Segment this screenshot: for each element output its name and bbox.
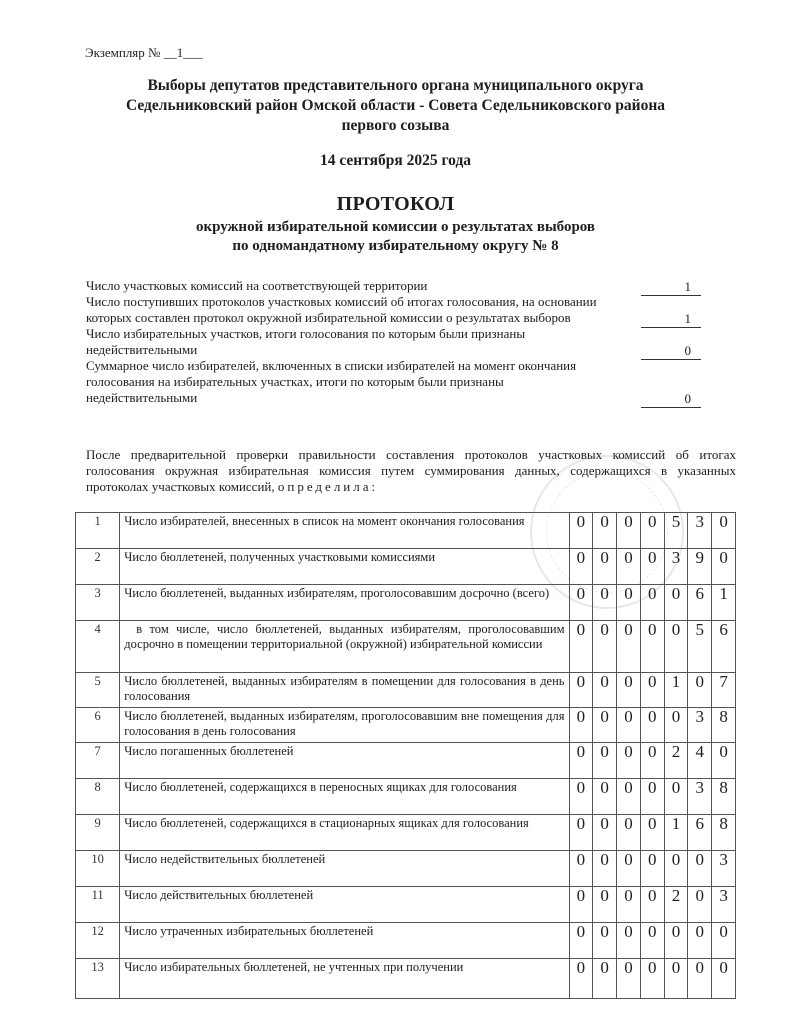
digit-cell: 0 [617, 673, 641, 708]
table-row [76, 779, 736, 815]
digit-cell: 0 [593, 549, 617, 585]
digit-cell: 0 [569, 549, 593, 585]
digit-cell: 0 [640, 708, 664, 743]
digit-cell: 0 [593, 585, 617, 621]
row-number: 3 [76, 585, 120, 621]
election-title-line1: Выборы депутатов представительного органа муниципального округа [147, 77, 644, 94]
digit-cell: 5 [664, 513, 688, 549]
digit-cell: 0 [593, 851, 617, 887]
row-number: 8 [76, 779, 120, 815]
protocol-subtitle-line1: окружной избирательной комиссии о результатах выборов [195, 219, 596, 235]
digit-cell: 0 [569, 621, 593, 673]
row-number: 10 [76, 851, 120, 887]
digit-cell: 0 [640, 923, 664, 959]
digit-cell: 0 [593, 815, 617, 851]
stat-value: 0 [641, 343, 701, 360]
digit-cell: 0 [640, 815, 664, 851]
digit-cell: 4 [688, 743, 712, 779]
digit-cell: 0 [617, 708, 641, 743]
digit-cell: 0 [617, 887, 641, 923]
digit-cell: 0 [593, 621, 617, 673]
row-number: 1 [76, 513, 120, 549]
digit-cell: 0 [664, 959, 688, 999]
row-number: 11 [76, 887, 120, 923]
digit-cell: 0 [664, 621, 688, 673]
election-date: 14 сентября 2025 года [319, 152, 472, 169]
digit-cell: 6 [688, 815, 712, 851]
row-label: Число избирательных бюллетеней, не учтенных при получении [120, 959, 569, 999]
row-label: Число бюллетеней, выданных избирателям в помещении для голосования в день голосования [120, 673, 569, 708]
digit-cell: 0 [617, 585, 641, 621]
digit-cell: 0 [593, 779, 617, 815]
digit-cell: 0 [593, 673, 617, 708]
table-row [76, 743, 736, 779]
digit-cell: 0 [640, 585, 664, 621]
digit-cell: 3 [688, 708, 712, 743]
digit-cell: 0 [593, 887, 617, 923]
digit-cell: 0 [593, 513, 617, 549]
election-title [0, 76, 791, 136]
digit-cell: 0 [569, 851, 593, 887]
digit-cell: 0 [640, 779, 664, 815]
row-label: Число бюллетеней, выданных избирателям, проголосовавшим досрочно (всего) [120, 585, 569, 621]
row-number: 9 [76, 815, 120, 851]
digit-cell: 0 [688, 887, 712, 923]
digit-cell: 0 [593, 959, 617, 999]
election-title-line2: Седельниковский район Омской области - Совета Седельниковского района [125, 97, 666, 114]
table-row [76, 923, 736, 959]
row-number: 2 [76, 549, 120, 585]
table-row [76, 513, 736, 549]
table-row [76, 673, 736, 708]
digit-cell: 0 [593, 708, 617, 743]
digit-cell: 0 [688, 923, 712, 959]
digit-cell: 5 [688, 621, 712, 673]
digit-cell: 0 [712, 959, 736, 999]
digit-cell: 0 [664, 923, 688, 959]
digit-cell: 0 [664, 708, 688, 743]
table-row [76, 621, 736, 673]
stat-item [86, 358, 701, 406]
digit-cell: 0 [617, 923, 641, 959]
digit-cell: 0 [688, 959, 712, 999]
digit-cell: 1 [664, 673, 688, 708]
digit-cell: 0 [664, 779, 688, 815]
summary-stats [86, 278, 701, 406]
row-label: Число бюллетеней, полученных участковыми комиссиями [120, 549, 569, 585]
digit-cell: 0 [617, 851, 641, 887]
digit-cell: 6 [688, 585, 712, 621]
intro-text: После предварительной проверки правильности составления протоколов участковых комиссий об итогах голосования окружная избирательная комиссия путем суммирования данных, содержащихся в указанных протоколах участковых комиссий, [86, 447, 736, 494]
digit-cell: 1 [712, 585, 736, 621]
digit-cell: 0 [617, 513, 641, 549]
digit-cell: 0 [569, 673, 593, 708]
copy-number-line [85, 45, 203, 61]
row-label: Число бюллетеней, содержащихся в стационарных ящиках для голосования [120, 815, 569, 851]
stat-label: Число поступивших протоколов участковых комиссий об итогах голосования, на основании которых составлен протокол окружной избирательной комиссии о результатах выборов [86, 294, 597, 325]
digit-cell: 0 [617, 779, 641, 815]
digit-cell: 0 [712, 923, 736, 959]
table-row [76, 549, 736, 585]
digit-cell: 0 [617, 549, 641, 585]
digit-cell: 0 [640, 743, 664, 779]
digit-cell: 3 [688, 779, 712, 815]
digit-cell: 0 [712, 743, 736, 779]
digit-cell: 0 [688, 851, 712, 887]
digit-cell: 3 [712, 851, 736, 887]
digit-cell: 0 [569, 779, 593, 815]
row-label: Число погашенных бюллетеней [120, 743, 569, 779]
row-number: 12 [76, 923, 120, 959]
digit-cell: 3 [712, 887, 736, 923]
digit-cell: 8 [712, 708, 736, 743]
digit-cell: 2 [664, 743, 688, 779]
results-table [75, 512, 736, 999]
digit-cell: 0 [593, 743, 617, 779]
stat-label: Суммарное число избирателей, включенных в списки избирателей на момент окончания голосования на избирательных участках, итоги по которым были признаны недействительными [86, 358, 577, 405]
row-number: 4 [76, 621, 120, 673]
table-row [76, 585, 736, 621]
digit-cell: 0 [640, 959, 664, 999]
row-label: Число утраченных избирательных бюллетеней [120, 923, 569, 959]
digit-cell: 6 [712, 621, 736, 673]
stat-label: Число избирательных участков, итоги голосования по которым были признаны недействительными [86, 326, 526, 357]
row-number: 6 [76, 708, 120, 743]
stat-item [86, 278, 701, 294]
digit-cell: 0 [569, 815, 593, 851]
digit-cell: 0 [617, 621, 641, 673]
election-title-line3: первого созыва [341, 117, 450, 134]
digit-cell: 0 [569, 585, 593, 621]
digit-cell: 0 [569, 959, 593, 999]
table-row [76, 887, 736, 923]
digit-cell: 1 [664, 815, 688, 851]
protocol-subtitle-line2: по одномандатному избирательному округу № 8 [232, 238, 559, 254]
digit-cell: 0 [569, 923, 593, 959]
stat-item [86, 294, 701, 326]
digit-cell: 0 [617, 959, 641, 999]
row-label: Число недействительных бюллетеней [120, 851, 569, 887]
digit-cell: 0 [640, 851, 664, 887]
protocol-title: ПРОТОКОЛ [336, 193, 455, 215]
digit-cell: 8 [712, 815, 736, 851]
digit-cell: 0 [712, 549, 736, 585]
digit-cell: 0 [640, 887, 664, 923]
copy-label: Экземпляр № [85, 45, 161, 60]
digit-cell: 0 [712, 513, 736, 549]
digit-cell: 0 [640, 549, 664, 585]
row-number: 13 [76, 959, 120, 999]
digit-cell: 0 [569, 708, 593, 743]
table-row [76, 815, 736, 851]
digit-cell: 0 [617, 815, 641, 851]
copy-number: __1___ [163, 45, 203, 60]
digit-cell: 2 [664, 887, 688, 923]
intro-determined: определила: [277, 479, 379, 494]
digit-cell: 0 [593, 923, 617, 959]
stat-value: 1 [641, 311, 701, 328]
stat-label: Число участковых комиссий на соответствующей территории [86, 278, 428, 293]
row-number: 5 [76, 673, 120, 708]
digit-cell: 9 [688, 549, 712, 585]
row-label: Число бюллетеней, выданных избирателям, проголосовавшим вне помещения для голосования в день голосования [120, 708, 569, 743]
digit-cell: 0 [664, 851, 688, 887]
stat-value: 1 [641, 279, 701, 296]
digit-cell: 0 [640, 673, 664, 708]
digit-cell: 0 [569, 743, 593, 779]
digit-cell: 0 [617, 743, 641, 779]
stat-item [86, 326, 701, 358]
table-row [76, 959, 736, 999]
digit-cell: 0 [569, 513, 593, 549]
digit-cell: 8 [712, 779, 736, 815]
row-label: Число бюллетеней, содержащихся в переносных ящиках для голосования [120, 779, 569, 815]
digit-cell: 3 [664, 549, 688, 585]
row-label: Число действительных бюллетеней [120, 887, 569, 923]
row-label: в том числе, число бюллетеней, выданных избирателям, проголосовавшим досрочно в помещении территориальной (окружной) избирательной комиссии [120, 621, 569, 673]
digit-cell: 7 [712, 673, 736, 708]
protocol-subtitle [0, 218, 791, 256]
stat-value: 0 [641, 391, 701, 408]
digit-cell: 0 [569, 887, 593, 923]
digit-cell: 0 [640, 513, 664, 549]
digit-cell: 0 [640, 621, 664, 673]
intro-paragraph [86, 447, 736, 495]
row-label: Число избирателей, внесенных в список на момент окончания голосования [120, 513, 569, 549]
digit-cell: 0 [664, 585, 688, 621]
digit-cell: 0 [688, 673, 712, 708]
row-number: 7 [76, 743, 120, 779]
digit-cell: 3 [688, 513, 712, 549]
table-row [76, 851, 736, 887]
table-row [76, 708, 736, 743]
